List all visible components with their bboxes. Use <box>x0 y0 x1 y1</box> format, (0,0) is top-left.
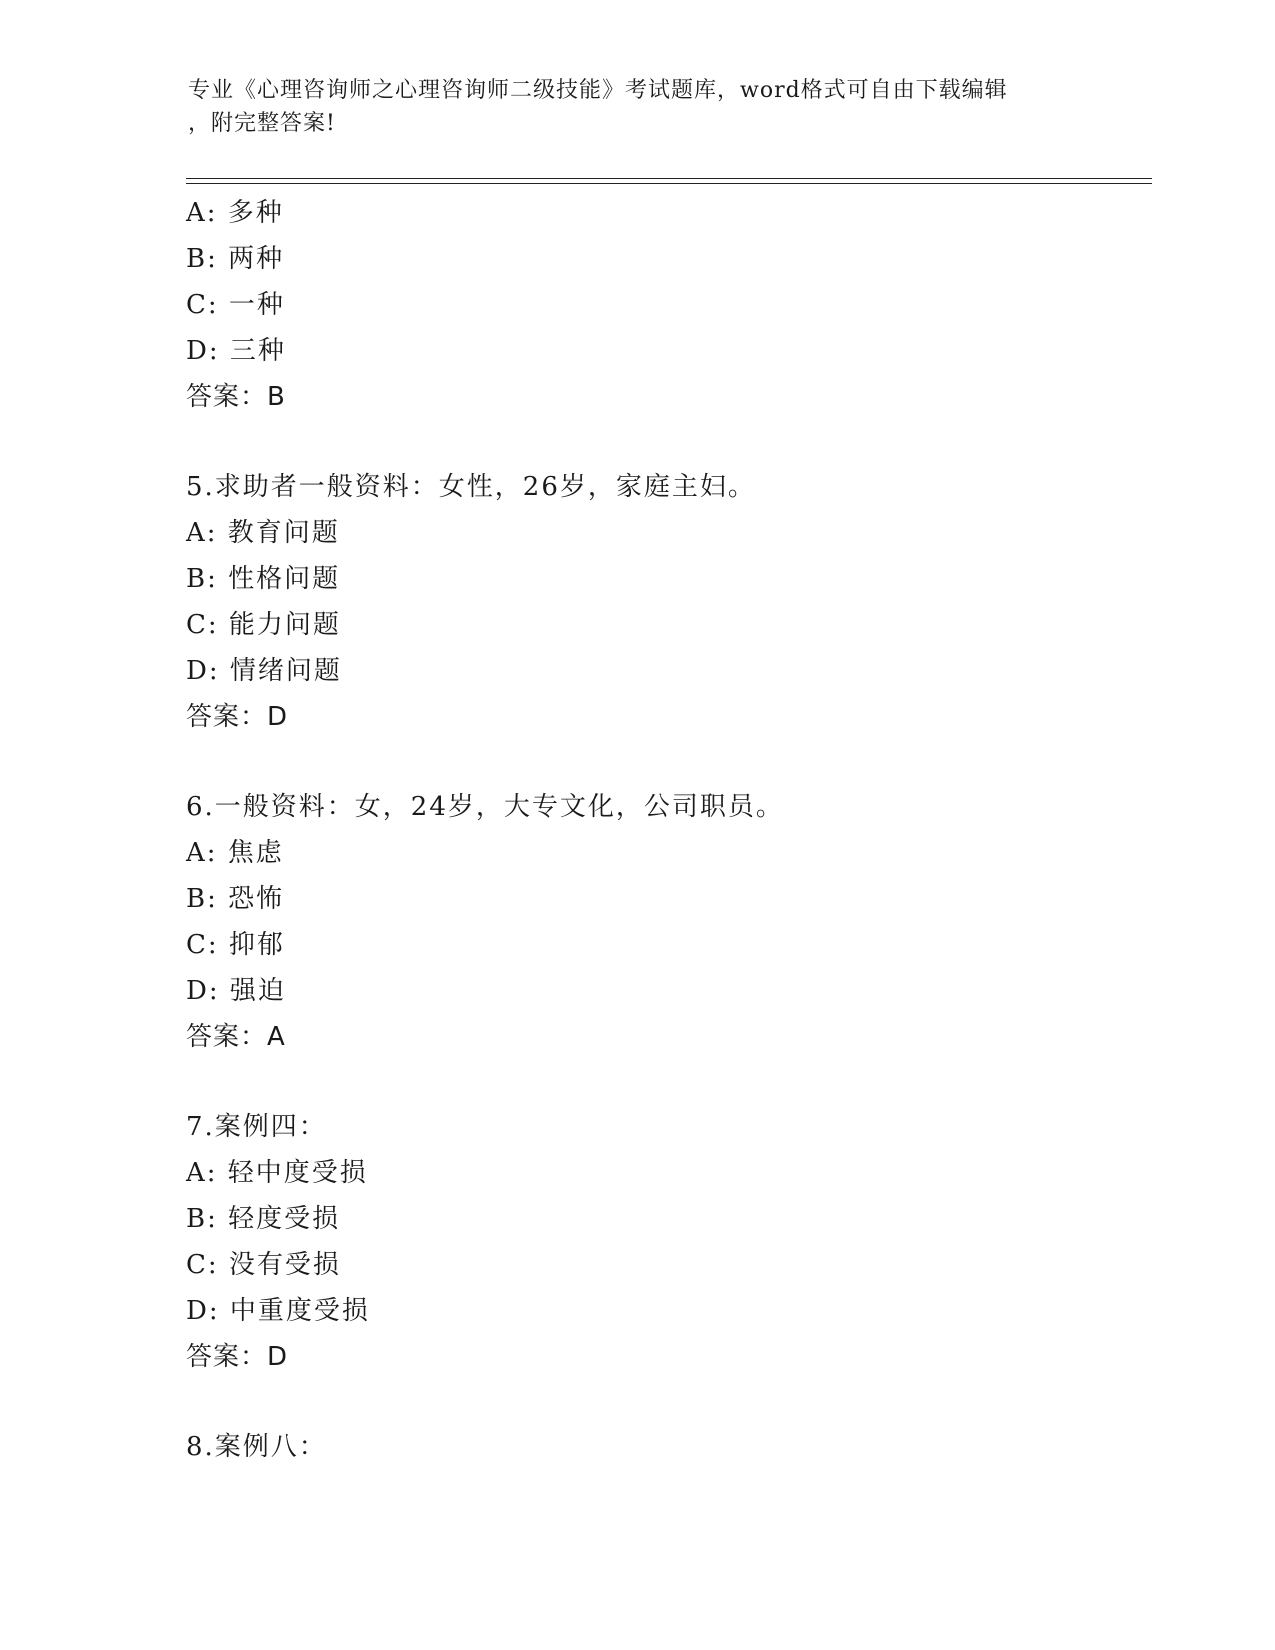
answer-line: 答案：D <box>186 1342 289 1372</box>
option-a: A: 教育问题 <box>186 518 340 548</box>
header-line-1: 专业《心理咨询师之心理咨询师二级技能》考试题库，word格式可自由下载编辑 <box>188 78 1008 103</box>
answer-line: 答案：A <box>186 1022 286 1052</box>
question-block-5 <box>186 464 1146 740</box>
question-block-6 <box>186 784 1146 1060</box>
header-divider <box>186 178 1152 184</box>
question-title: 7.案例四： <box>186 1112 327 1142</box>
question-title: 6.一般资料：女，24岁，大专文化，公司职员。 <box>186 792 784 822</box>
option-d: D: 强迫 <box>186 976 286 1006</box>
question-list <box>186 190 1146 1470</box>
question-block-7 <box>186 1104 1146 1380</box>
document-header <box>188 74 1068 140</box>
answer-line: 答案：B <box>186 382 286 412</box>
option-a: A: 轻中度受损 <box>186 1158 368 1188</box>
option-d: D: 情绪问题 <box>186 656 342 686</box>
option-b: B: 恐怖 <box>186 884 285 914</box>
option-d: D: 三种 <box>186 336 286 366</box>
option-c: C: 一种 <box>186 290 285 320</box>
question-block-8 <box>186 1424 1146 1470</box>
option-c: C: 能力问题 <box>186 610 341 640</box>
question-block-partial <box>186 190 1146 420</box>
header-line-2: ，附完整答案! <box>188 111 336 136</box>
option-b: B: 两种 <box>186 244 285 274</box>
question-title: 5.求助者一般资料：女性，26岁，家庭主妇。 <box>186 472 756 502</box>
question-title: 8.案例八： <box>186 1432 327 1462</box>
option-a: A: 多种 <box>186 198 284 228</box>
option-a: A: 焦虑 <box>186 838 284 868</box>
option-d: D: 中重度受损 <box>186 1296 370 1326</box>
option-c: C: 没有受损 <box>186 1250 341 1280</box>
option-b: B: 性格问题 <box>186 564 341 594</box>
answer-line: 答案：D <box>186 702 289 732</box>
option-c: C: 抑郁 <box>186 930 285 960</box>
option-b: B: 轻度受损 <box>186 1204 341 1234</box>
